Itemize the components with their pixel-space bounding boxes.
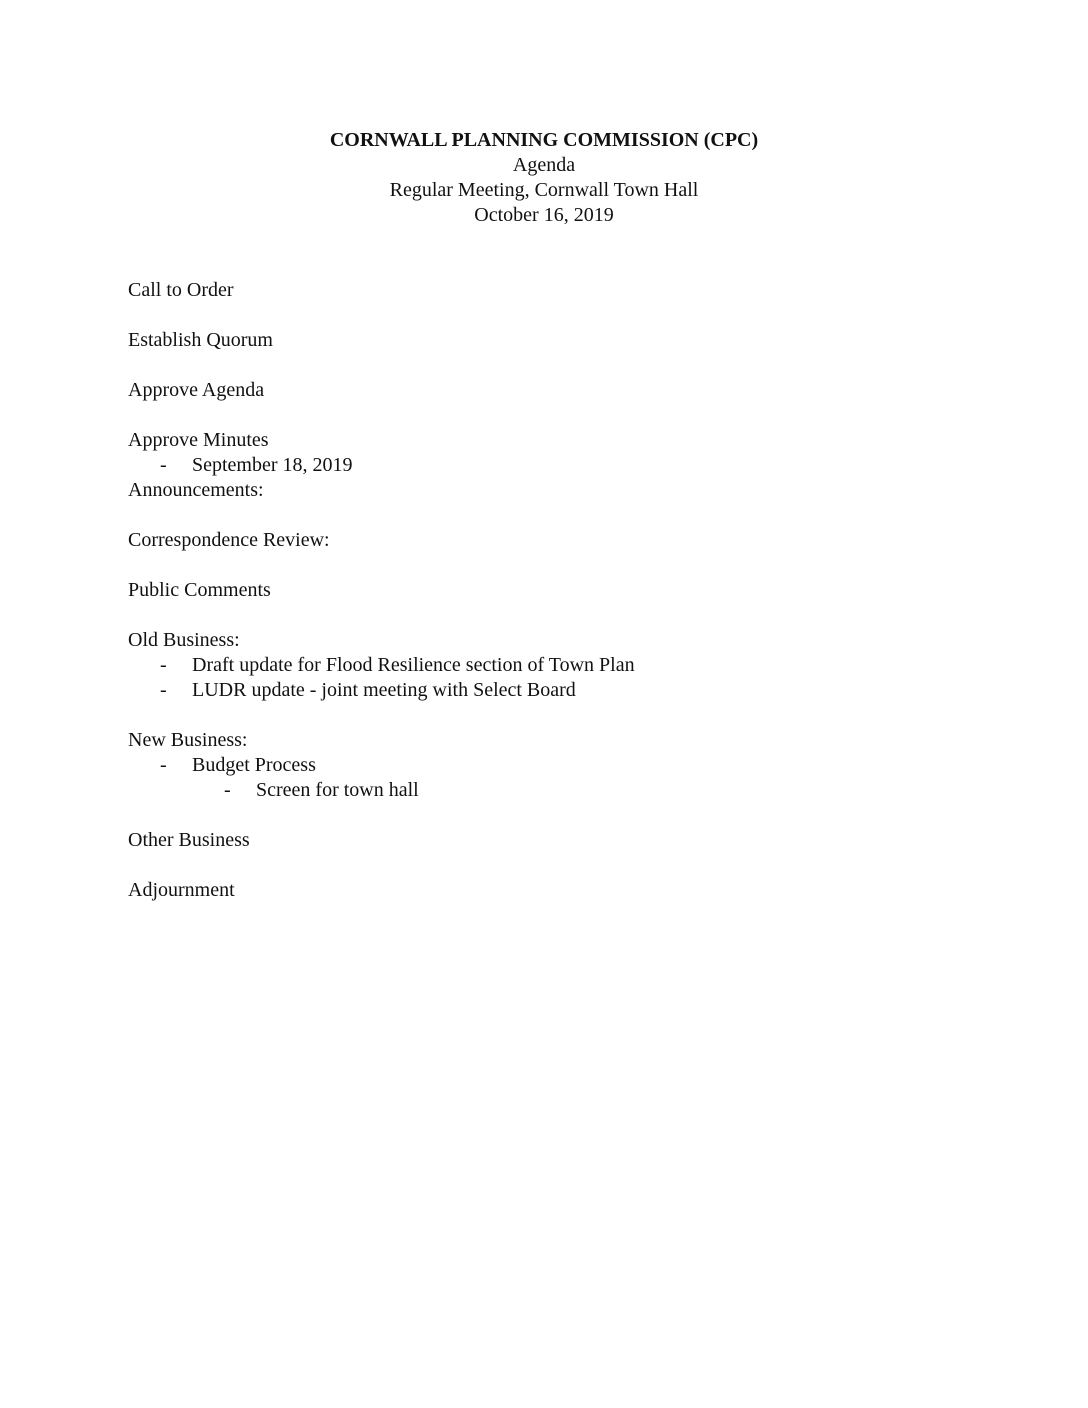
meeting-location: Regular Meeting, Cornwall Town Hall (389, 179, 699, 201)
agenda-item-adjournment: Adjournment (128, 879, 235, 901)
agenda-item-public-comments: Public Comments (128, 579, 271, 601)
agenda-item-announcements: Announcements: (128, 479, 264, 501)
agenda-subitem-screen-for-town-hall (128, 778, 1028, 803)
agenda-subitem-budget-process (128, 753, 1028, 778)
agenda-item-call-to-order: Call to Order (128, 279, 234, 301)
subitem-text: Screen for town hall (256, 779, 419, 801)
agenda-item-new-business: New Business: (128, 729, 248, 751)
subitem-text: September 18, 2019 (192, 454, 353, 476)
bullet-dash: - (224, 779, 231, 801)
document-header (0, 128, 1088, 228)
document-title: CORNWALL PLANNING COMMISSION (CPC) (329, 129, 759, 151)
subitem-text: LUDR update - joint meeting with Select Board (192, 679, 576, 701)
agenda-subitem-flood-resilience (128, 653, 1028, 678)
subitem-text: Budget Process (192, 754, 316, 776)
agenda-item-approve-agenda: Approve Agenda (128, 379, 265, 401)
agenda-item-approve-minutes: Approve Minutes (128, 429, 269, 451)
agenda-item-old-business: Old Business: (128, 629, 240, 651)
agenda-subitem-ludr-update (128, 678, 1028, 703)
meeting-date: October 16, 2019 (474, 204, 614, 226)
subitem-text: Draft update for Flood Resilience section of Town Plan (192, 654, 635, 676)
bullet-dash: - (160, 754, 167, 776)
document-subtitle: Agenda (512, 154, 576, 176)
agenda-item-correspondence-review: Correspondence Review: (128, 529, 330, 551)
agenda-list (128, 278, 1028, 903)
bullet-dash: - (160, 654, 167, 676)
agenda-subitem-minutes-date (128, 453, 1028, 478)
agenda-item-establish-quorum: Establish Quorum (128, 329, 273, 351)
agenda-item-other-business: Other Business (128, 829, 250, 851)
bullet-dash: - (160, 454, 167, 476)
bullet-dash: - (160, 679, 167, 701)
